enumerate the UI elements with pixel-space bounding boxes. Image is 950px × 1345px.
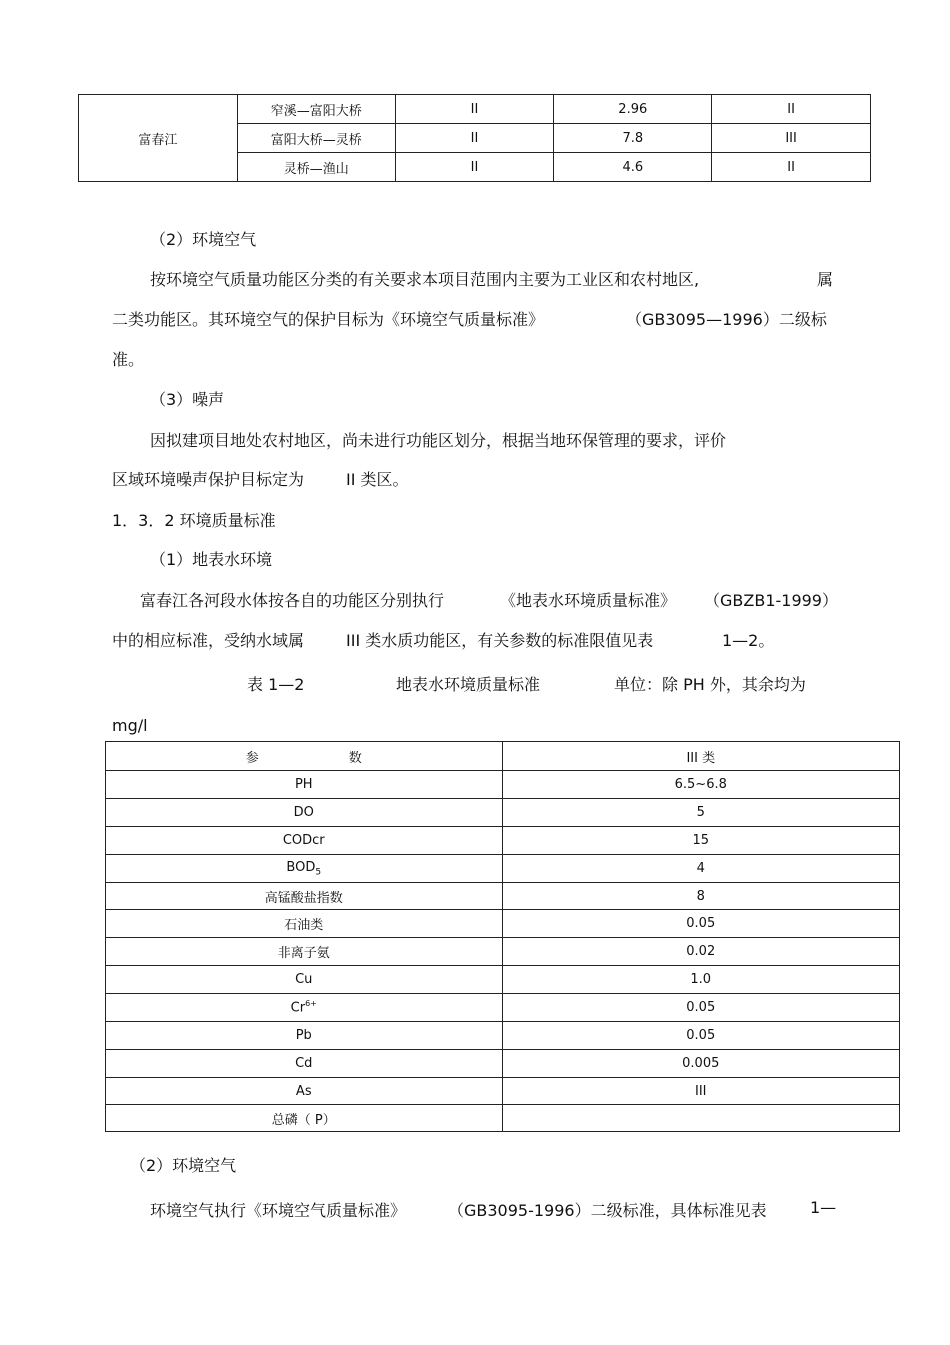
param-cell: Pb — [106, 1022, 503, 1050]
limit-cell: 0.05 — [502, 910, 899, 938]
limit-cell: 0.005 — [502, 1050, 899, 1078]
param-cell: Cu — [106, 966, 503, 994]
header-param-a: 参 — [245, 750, 259, 766]
paragraph-water-line2: 中的相应标准，受纳水域属 — [112, 631, 305, 650]
paragraph-air-line2: 二类功能区。其环境空气的保护目标为《环境空气质量标准》 — [112, 310, 545, 329]
heading-noise: （3）噪声 — [150, 390, 225, 409]
segment-cell: 窄溪—富阳大桥 — [237, 95, 395, 124]
value-cell: 2.96 — [554, 95, 712, 124]
heading-air: （2）环境空气 — [150, 230, 257, 249]
segment-cell: 灵桥—渔山 — [237, 153, 395, 182]
limit-cell: 0.02 — [502, 938, 899, 966]
limit-cell — [502, 1105, 899, 1132]
param-cell: DO — [106, 799, 503, 827]
table-caption-unit: 单位：除 PH 外，其余均为 — [614, 675, 806, 694]
paragraph-noise-line2: 区域环境噪声保护目标定为 — [112, 470, 305, 489]
param-superscript: 6+ — [305, 999, 317, 1009]
paragraph-air-line3: 准。 — [112, 350, 145, 369]
param-cell — [106, 994, 503, 1022]
class-cell: II — [395, 124, 554, 153]
class-cell: II — [395, 95, 554, 124]
paragraph-air2: 环境空气执行《环境空气质量标准》 — [150, 1201, 407, 1220]
param-cell: PH — [106, 771, 503, 799]
paragraph-water-line2-mid: III 类水质功能区，有关参数的标准限值见表 — [346, 631, 654, 650]
class-cell: II — [712, 95, 871, 124]
paragraph-water-line1: 富春江各河段水体按各自的功能区分别执行 — [140, 591, 445, 610]
paragraph-air-line2-end: （GB3095—1996）二级标 — [626, 310, 827, 329]
header-param-cell — [106, 742, 503, 771]
limit-cell: 15 — [502, 827, 899, 855]
heading-surface-water: （1）地表水环境 — [150, 550, 273, 569]
paragraph-air2-mid: （GB3095-1996）二级标准，具体标准见表 — [448, 1201, 767, 1220]
param-cell: 高锰酸盐指数 — [106, 883, 503, 910]
limit-cell: 5 — [502, 799, 899, 827]
header-class-cell: III 类 — [502, 742, 899, 771]
class-cell: II — [712, 153, 871, 182]
limit-cell: III — [502, 1078, 899, 1105]
paragraph-water-line1-mid: 《地表水环境质量标准》 — [500, 591, 677, 610]
river-segment-table — [78, 94, 871, 182]
paragraph-noise-line2-end: II 类区。 — [346, 470, 409, 489]
table-caption-number: 表 1—2 — [247, 675, 305, 694]
param-name: Cr — [290, 1000, 306, 1016]
limit-cell: 4 — [502, 855, 899, 883]
limit-cell: 0.05 — [502, 1022, 899, 1050]
limit-cell: 0.05 — [502, 994, 899, 1022]
param-cell: CODcr — [106, 827, 503, 855]
limit-cell: 1.0 — [502, 966, 899, 994]
paragraph-air-line1: 按环境空气质量功能区分类的有关要求本项目范围内主要为工业区和农村地区, — [150, 270, 700, 289]
section-heading: 1．3．2 环境质量标准 — [112, 511, 276, 530]
param-cell: 总磷（ P） — [106, 1105, 503, 1132]
table-caption-unit-cont: mg/l — [112, 716, 148, 735]
class-cell: II — [395, 153, 554, 182]
limit-cell: 8 — [502, 883, 899, 910]
param-name: BOD — [286, 859, 316, 875]
paragraph-water-line1-end: （GBZB1-1999） — [704, 591, 838, 610]
value-cell: 7.8 — [554, 124, 712, 153]
paragraph-air-line1-end: 属 — [817, 270, 834, 289]
param-cell: As — [106, 1078, 503, 1105]
param-subscript: 5 — [315, 867, 322, 878]
value-cell: 4.6 — [554, 153, 712, 182]
limit-cell: 6.5~6.8 — [502, 771, 899, 799]
paragraph-noise-line1: 因拟建项目地处农村地区，尚未进行功能区划分，根据当地环保管理的要求，评价 — [150, 431, 727, 450]
param-cell: 非离子氨 — [106, 938, 503, 966]
param-cell — [106, 855, 503, 883]
paragraph-water-line2-end: 1—2。 — [722, 631, 775, 650]
param-cell: 石油类 — [106, 910, 503, 938]
table-caption-title: 地表水环境质量标准 — [396, 675, 541, 694]
water-standard-table — [105, 741, 900, 1132]
header-param-b: 数 — [348, 750, 362, 766]
river-name-cell: 富春江 — [79, 95, 238, 182]
segment-cell: 富阳大桥—灵桥 — [237, 124, 395, 153]
heading-air-2: （2）环境空气 — [130, 1156, 237, 1175]
param-cell: Cd — [106, 1050, 503, 1078]
paragraph-air2-end: 1— — [810, 1198, 837, 1217]
class-cell: III — [712, 124, 871, 153]
